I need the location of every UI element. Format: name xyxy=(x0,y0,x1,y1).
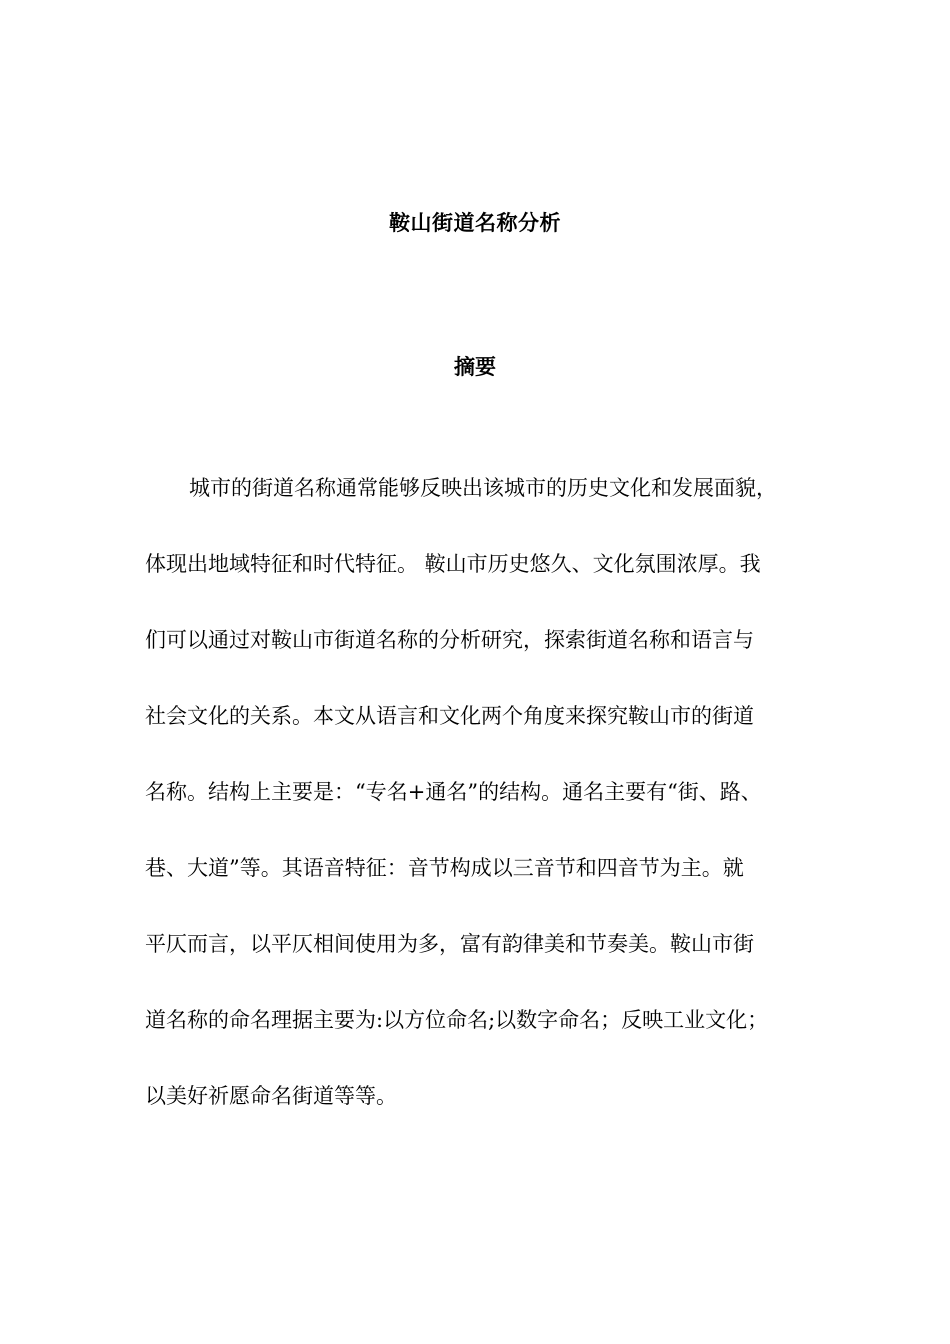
abstract-line: 平仄而言，以平仄相间使用为多，富有韵律美和节奏美。鞍山市街 xyxy=(145,932,754,956)
abstract-line: 巷、大道”等。其语音特征：音节构成以三音节和四音节为主。就 xyxy=(145,856,744,880)
abstract-line: 体现出地域特征和时代特征。 鞍山市历史悠久、文化氛围浓厚。我 xyxy=(145,552,761,576)
abstract-line: 城市的街道名称通常能够反映出该城市的历史文化和发展面貌， xyxy=(189,476,777,500)
abstract-line: 道名称的命名理据主要为:以方位命名;以数字命名；反映工业文化； xyxy=(145,1008,769,1032)
abstract-line: 们可以通过对鞍山市街道名称的分析研究，探索街道名称和语言与 xyxy=(145,628,754,652)
document-title: 鞍山街道名称分析 xyxy=(389,211,561,235)
abstract-body xyxy=(145,470,825,1154)
abstract-line: 名称。结构上主要是：“专名+通名”的结构。通名主要有“街、路、 xyxy=(145,780,762,804)
abstract-heading: 摘要 xyxy=(454,355,496,379)
abstract-line: 以美好祈愿命名街道等等。 xyxy=(145,1084,397,1108)
abstract-line: 社会文化的关系。本文从语言和文化两个角度来探究鞍山市的街道 xyxy=(145,704,754,728)
